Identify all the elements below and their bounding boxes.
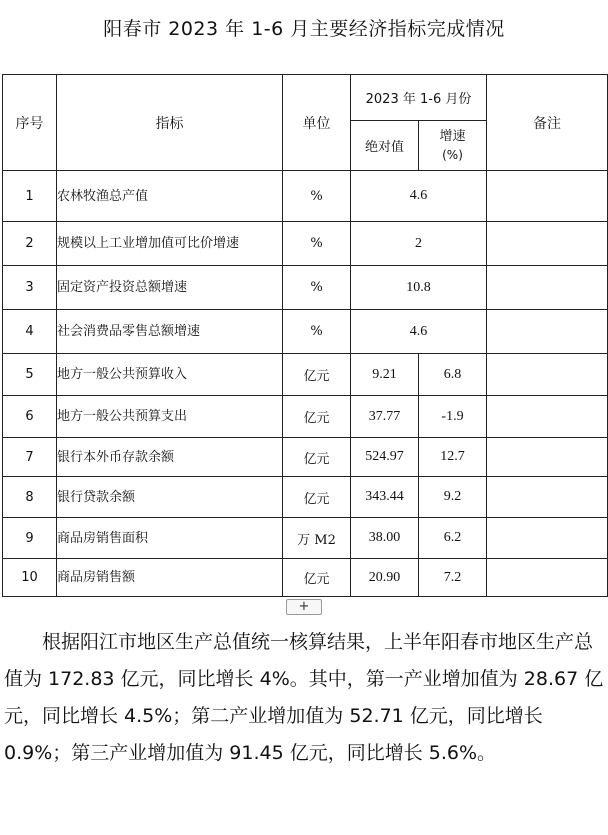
header-growth-unit: (%) — [442, 147, 463, 162]
row-note — [487, 518, 608, 559]
row-indicator: 固定资产投资总额增速 — [57, 266, 283, 310]
table-row — [3, 396, 608, 438]
row-note — [487, 438, 608, 477]
row-index: 10 — [3, 559, 57, 597]
row-merged-value: 4.6 — [351, 171, 487, 222]
row-note — [487, 559, 608, 597]
row-unit: 万 M2 — [283, 518, 351, 559]
row-indicator: 地方一般公共预算收入 — [57, 354, 283, 396]
header-absolute: 绝对值 — [351, 121, 419, 171]
row-growth-value: 6.8 — [419, 354, 487, 396]
row-index: 3 — [3, 266, 57, 310]
header-note: 备注 — [487, 75, 608, 171]
row-absolute-value: 37.77 — [351, 396, 419, 438]
row-index: 4 — [3, 310, 57, 354]
row-note — [487, 354, 608, 396]
row-indicator: 商品房销售面积 — [57, 518, 283, 559]
table-row — [3, 354, 608, 396]
row-unit: 亿元 — [283, 438, 351, 477]
table-row — [3, 222, 608, 266]
header-growth-label: 增速 — [439, 128, 466, 144]
row-merged-value: 4.6 — [351, 310, 487, 354]
header-indicator: 指标 — [57, 75, 283, 171]
row-unit: % — [283, 222, 351, 266]
row-growth-value: -1.9 — [419, 396, 487, 438]
row-unit: % — [283, 266, 351, 310]
row-unit: 亿元 — [283, 354, 351, 396]
row-absolute-value: 524.97 — [351, 438, 419, 477]
header-index: 序号 — [3, 75, 57, 171]
table-row — [3, 438, 608, 477]
table-body — [3, 171, 608, 597]
row-growth-value: 7.2 — [419, 559, 487, 597]
row-index: 8 — [3, 477, 57, 518]
row-indicator: 商品房销售额 — [57, 559, 283, 597]
row-note — [487, 310, 608, 354]
row-index: 9 — [3, 518, 57, 559]
add-row-button[interactable]: + — [286, 599, 322, 615]
row-index: 5 — [3, 354, 57, 396]
row-note — [487, 222, 608, 266]
row-growth-value: 12.7 — [419, 438, 487, 477]
header-growth — [419, 121, 487, 171]
row-unit: 亿元 — [283, 396, 351, 438]
row-index: 6 — [3, 396, 57, 438]
row-note — [487, 266, 608, 310]
row-unit: 亿元 — [283, 477, 351, 518]
row-unit: 亿元 — [283, 559, 351, 597]
table-row — [3, 171, 608, 222]
table-row — [3, 477, 608, 518]
table-row — [3, 266, 608, 310]
row-absolute-value: 9.21 — [351, 354, 419, 396]
row-absolute-value: 20.90 — [351, 559, 419, 597]
row-unit: % — [283, 171, 351, 222]
row-index: 2 — [3, 222, 57, 266]
row-absolute-value: 343.44 — [351, 477, 419, 518]
row-indicator: 银行贷款余额 — [57, 477, 283, 518]
row-unit: % — [283, 310, 351, 354]
row-indicator: 规模以上工业增加值可比价增速 — [57, 222, 283, 266]
row-note — [487, 396, 608, 438]
row-indicator: 地方一般公共预算支出 — [57, 396, 283, 438]
page-title: 阳春市 2023 年 1-6 月主要经济指标完成情况 — [103, 18, 505, 40]
row-index: 7 — [3, 438, 57, 477]
row-growth-value: 6.2 — [419, 518, 487, 559]
table-row — [3, 518, 608, 559]
row-indicator: 银行本外币存款余额 — [57, 438, 283, 477]
row-indicator: 农林牧渔总产值 — [57, 171, 283, 222]
row-absolute-value: 38.00 — [351, 518, 419, 559]
row-merged-value: 2 — [351, 222, 487, 266]
table-row — [3, 559, 608, 597]
row-growth-value: 9.2 — [419, 477, 487, 518]
row-merged-value: 10.8 — [351, 266, 487, 310]
header-unit: 单位 — [283, 75, 351, 171]
indicators-table — [2, 74, 608, 597]
table-row — [3, 310, 608, 354]
header-period: 2023 年 1-6 月份 — [351, 75, 487, 121]
row-index: 1 — [3, 171, 57, 222]
row-note — [487, 477, 608, 518]
summary-paragraph: 根据阳江市地区生产总值统一核算结果，上半年阳春市地区生产总值为 172.83 亿元，同比增长 4%。其中，第一产业增加值为 28.67 亿元，同比增长 4.5%；第二产业增加值为 52.71 亿元，同比增长 0.9%；第三产业增加值为 91.45 亿元，同比增长 5.6%。 — [4, 631, 604, 764]
row-note — [487, 171, 608, 222]
row-indicator: 社会消费品零售总额增速 — [57, 310, 283, 354]
